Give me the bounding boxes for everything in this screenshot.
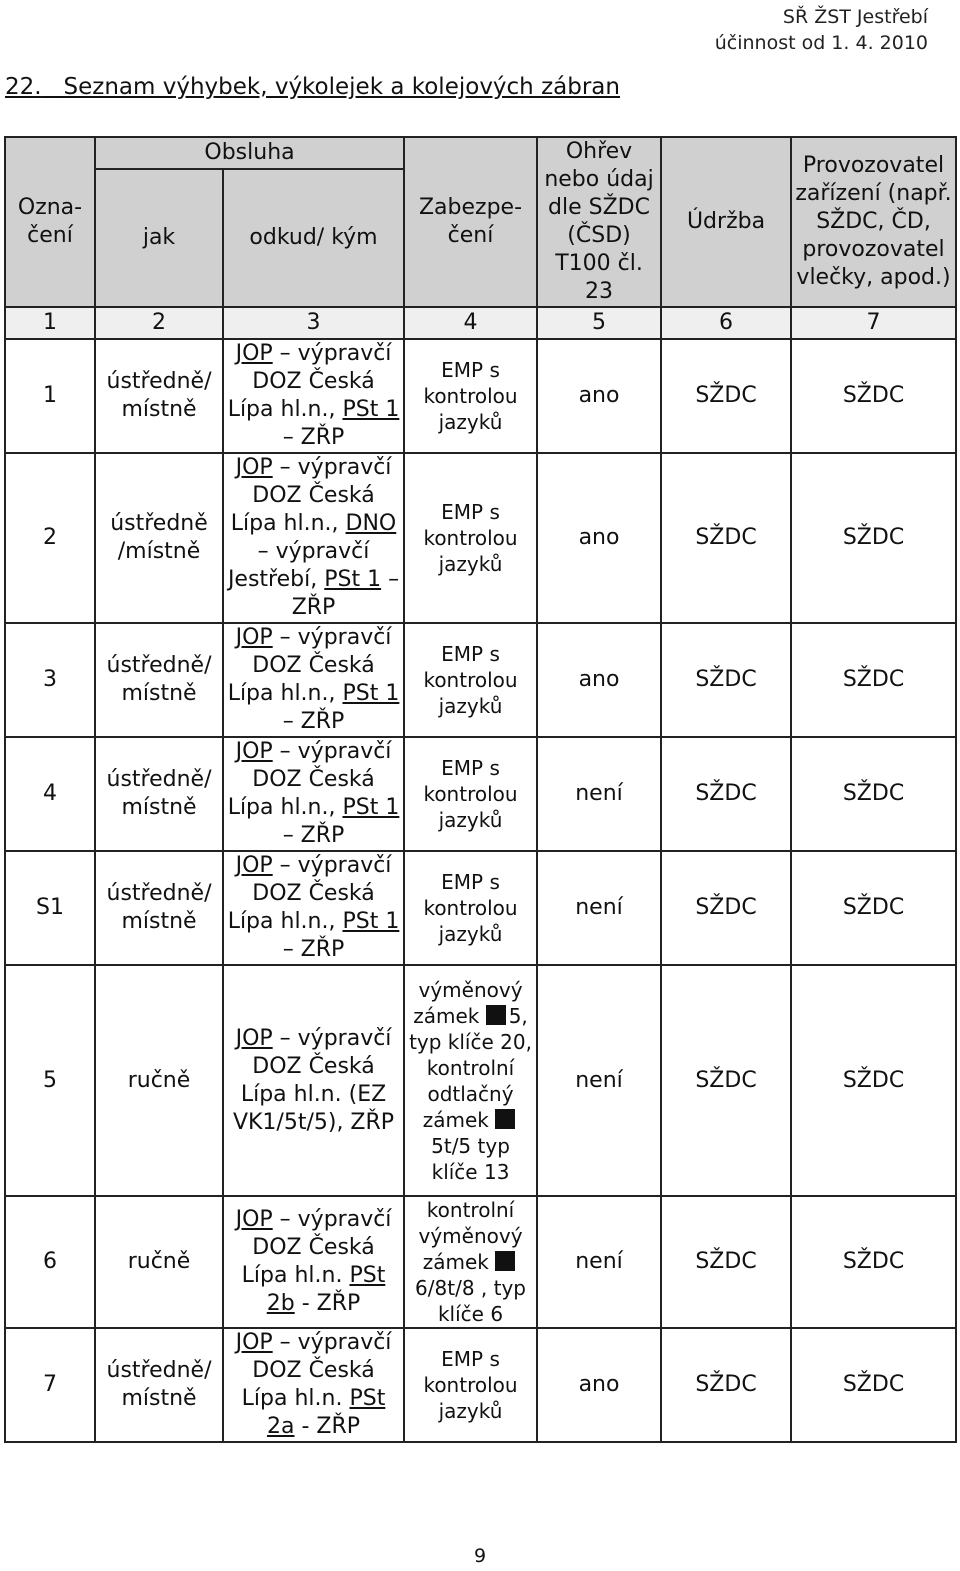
operation-mode: ústředně /místně — [95, 453, 223, 623]
control-point-code: JOP — [235, 625, 273, 650]
table-row — [5, 623, 956, 737]
operation-mode: ústředně/ místně — [95, 623, 223, 737]
maintenance: SŽDC — [661, 1196, 791, 1328]
switch-id: 7 — [5, 1328, 95, 1442]
control-point-code: JOP — [235, 1330, 273, 1355]
control-point-desc: – výpravčí DOZ Česká Lípa hl.n. (EZ VK1/5t/5), ZŘP — [232, 1025, 395, 1135]
operation-mode: ručně — [95, 965, 223, 1196]
operation-mode: ústředně/ místně — [95, 1328, 223, 1442]
table-row — [5, 851, 956, 965]
switch-id: 2 — [5, 453, 95, 623]
control-point-desc: - ZŘP — [294, 1414, 361, 1439]
maintenance: SŽDC — [661, 965, 791, 1196]
control-point-code: JOP — [235, 455, 273, 480]
header-oznaceni: Ozna- čení — [5, 137, 95, 307]
switch-id: S1 — [5, 851, 95, 965]
header-odkud: odkud/ kým — [223, 169, 404, 307]
switch-id: 3 — [5, 623, 95, 737]
maintenance: SŽDC — [661, 1328, 791, 1442]
table-row — [5, 453, 956, 623]
interlocking: EMP s kontrolou jazyků — [404, 1328, 537, 1442]
control-point-desc: – výpravčí DOZ Česká Lípa hl.n. — [241, 1330, 392, 1411]
column-number: 7 — [791, 307, 956, 339]
heating: není — [537, 1196, 661, 1328]
interlocking-text: 5t/5 typ klíče 13 — [431, 1133, 510, 1184]
document-header — [715, 4, 928, 56]
interlocking: EMP s kontrolou jazyků — [404, 339, 537, 453]
switch-id: 6 — [5, 1196, 95, 1328]
control-point-desc: – výpravčí DOZ Česká Lípa hl.n., — [227, 739, 392, 820]
control-point-desc: – výpravčí DOZ Česká Lípa hl.n., — [227, 853, 392, 934]
column-number: 1 — [5, 307, 95, 339]
control-point-code: JOP — [235, 853, 273, 878]
control-point-code: PSt 1 — [324, 567, 382, 592]
header-jak: jak — [95, 169, 223, 307]
maintenance: SŽDC — [661, 453, 791, 623]
control-point-code: PSt 1 — [342, 909, 400, 934]
heating: není — [537, 965, 661, 1196]
switch-id: 5 — [5, 965, 95, 1196]
header-udrzba: Údržba — [661, 137, 791, 307]
header-zabezpeceni: Zabezpe- čení — [404, 137, 537, 307]
operated-from — [223, 339, 404, 453]
control-point-code: PSt 2a — [266, 1386, 386, 1439]
table-row — [5, 1328, 956, 1442]
heating: ano — [537, 1328, 661, 1442]
column-number: 3 — [223, 307, 404, 339]
interlocking-text: 6/8t/8 , typ klíče 6 — [415, 1276, 526, 1326]
control-point-code: JOP — [235, 1025, 273, 1051]
key-lock-icon — [486, 1005, 506, 1025]
control-point-code: JOP — [235, 341, 273, 366]
interlocking — [404, 1196, 537, 1328]
section-title — [5, 74, 620, 100]
header-ohrev: Ohřev nebo údaj dle SŽDC (ČSD) T100 čl. 23 — [537, 137, 661, 307]
switch-list-table — [4, 136, 957, 1443]
header-obsluha: Obsluha — [95, 137, 404, 169]
key-lock-icon — [495, 1251, 515, 1271]
control-point-desc: – ZŘP — [282, 425, 345, 450]
operated-from — [223, 1328, 404, 1442]
operator: SŽDC — [791, 851, 956, 965]
column-number: 6 — [661, 307, 791, 339]
maintenance: SŽDC — [661, 623, 791, 737]
control-point-desc: – výpravčí DOZ Česká Lípa hl.n., — [230, 455, 392, 536]
operator: SŽDC — [791, 1196, 956, 1328]
control-point-desc: - ZŘP — [294, 1291, 361, 1316]
maintenance: SŽDC — [661, 851, 791, 965]
page-number: 9 — [473, 1545, 487, 1567]
control-point-desc: – výpravčí DOZ Česká Lípa hl.n., — [227, 341, 392, 422]
control-point-desc: – ZŘP — [282, 823, 345, 848]
interlocking: EMP s kontrolou jazyků — [404, 737, 537, 851]
operated-from — [223, 851, 404, 965]
interlocking: EMP s kontrolou jazyků — [404, 453, 537, 623]
control-point-code: PSt 2b — [266, 1263, 386, 1316]
maintenance: SŽDC — [661, 339, 791, 453]
operator: SŽDC — [791, 737, 956, 851]
heating: ano — [537, 339, 661, 453]
interlocking-text: 5, typ klíče 20, kontrolní odtlačný zámek — [409, 1003, 532, 1132]
header-provozovatel: Provozovatel zařízení (např. SŽDC, ČD, provozovatel vlečky, apod.) — [791, 137, 956, 307]
interlocking: EMP s kontrolou jazyků — [404, 851, 537, 965]
interlocking — [404, 965, 537, 1196]
operation-mode: ústředně/ místně — [95, 851, 223, 965]
operated-from — [223, 737, 404, 851]
column-number-row — [5, 307, 956, 339]
control-point-code: JOP — [235, 1207, 273, 1232]
operated-from — [223, 623, 404, 737]
operator: SŽDC — [791, 623, 956, 737]
control-point-code: JOP — [235, 739, 273, 764]
interlocking-text: kontrolní výměnový zámek — [418, 1198, 523, 1274]
control-point-desc: – výpravčí DOZ Česká Lípa hl.n., — [227, 625, 392, 706]
operator: SŽDC — [791, 339, 956, 453]
switch-id: 1 — [5, 339, 95, 453]
effective-date: účinnost od 1. 4. 2010 — [714, 32, 928, 54]
column-number: 2 — [95, 307, 223, 339]
table-row — [5, 737, 956, 851]
maintenance: SŽDC — [661, 737, 791, 851]
column-number: 5 — [537, 307, 661, 339]
operator: SŽDC — [791, 453, 956, 623]
operated-from — [223, 1196, 404, 1328]
operated-from — [223, 453, 404, 623]
control-point-code: DNO — [345, 511, 397, 536]
switch-id: 4 — [5, 737, 95, 851]
table-row — [5, 965, 956, 1196]
column-number: 4 — [404, 307, 537, 339]
section-title-text: Seznam výhybek, výkolejek a kolejových zábran — [63, 74, 620, 100]
control-point-desc: – ZŘP — [291, 567, 400, 620]
table-row — [5, 1196, 956, 1328]
control-point-code: PSt 1 — [342, 681, 400, 706]
heating: není — [537, 737, 661, 851]
operated-from — [223, 965, 404, 1196]
operation-mode: ústředně/ místně — [95, 737, 223, 851]
control-point-desc: – ZŘP — [282, 709, 345, 734]
operation-mode: ručně — [95, 1196, 223, 1328]
control-point-code: PSt 1 — [342, 397, 400, 422]
section-number: 22. — [5, 74, 42, 100]
operator: SŽDC — [791, 965, 956, 1196]
control-point-desc: – ZŘP — [282, 937, 345, 962]
operation-mode: ústředně/ místně — [95, 339, 223, 453]
control-point-code: PSt 1 — [342, 795, 400, 820]
control-point-desc: – výpravčí DOZ Česká Lípa hl.n. — [241, 1207, 392, 1288]
table-row — [5, 339, 956, 453]
operator: SŽDC — [791, 1328, 956, 1442]
interlocking: EMP s kontrolou jazyků — [404, 623, 537, 737]
key-lock-icon — [495, 1109, 515, 1129]
station-name: SŘ ŽST Jestřebí — [782, 6, 928, 28]
interlocking-text: výměnový zámek — [413, 977, 523, 1028]
heating: ano — [537, 453, 661, 623]
control-point-desc: – výpravčí Jestřebí, — [227, 539, 370, 592]
heating: není — [537, 851, 661, 965]
heating: ano — [537, 623, 661, 737]
